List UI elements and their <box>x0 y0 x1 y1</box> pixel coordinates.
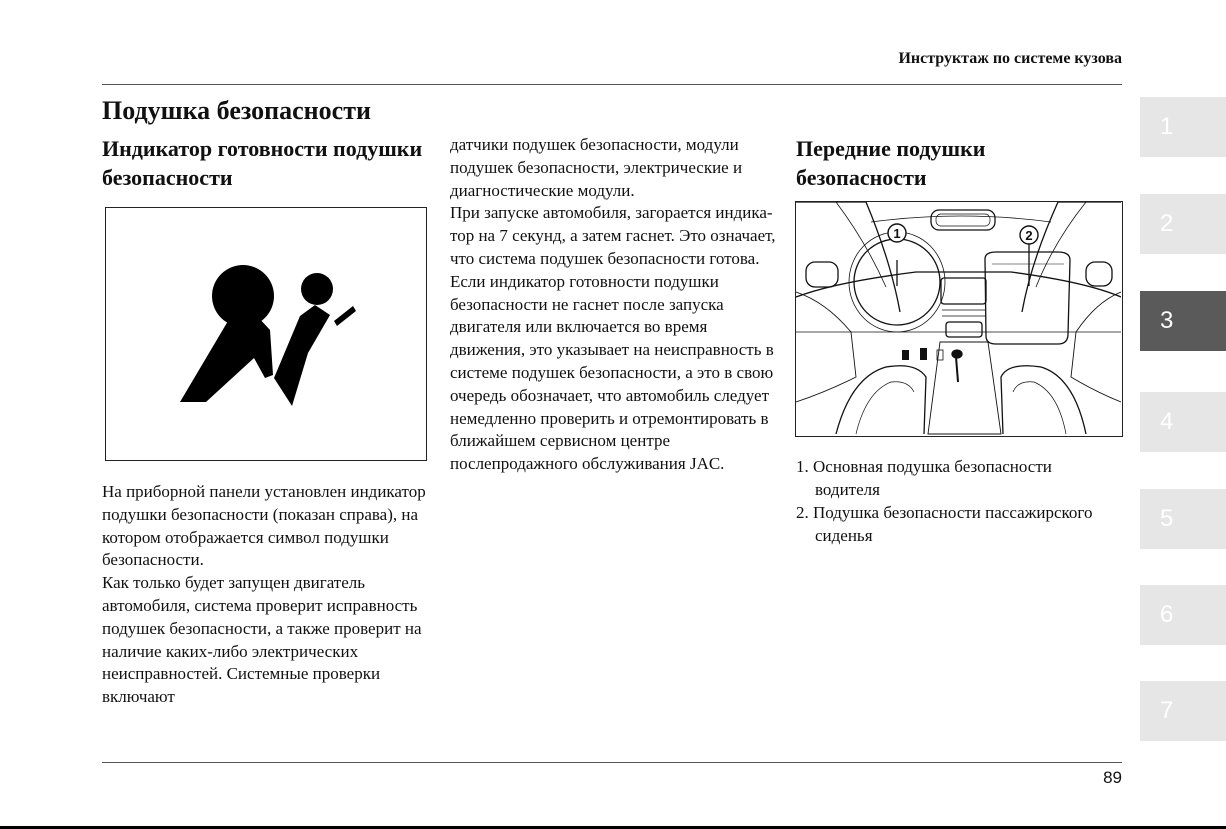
indicator-heading: Индикатор готовности подушки безопасности <box>102 136 423 190</box>
chapter-tab-4[interactable]: 4 <box>1140 392 1226 452</box>
rearview-mirror <box>931 210 995 230</box>
chapter-tabs <box>1140 0 1226 829</box>
chapter-tab-6[interactable]: 6 <box>1140 585 1226 645</box>
caption-item: 2. Подушка безопасности пассажирского сиденья <box>796 503 1093 545</box>
airbag-warning-icon <box>106 208 425 459</box>
car-interior-illustration <box>796 202 1121 435</box>
airbag-indicator-figure <box>105 207 427 461</box>
page-number: 89 <box>1103 768 1122 787</box>
chapter-tab-7[interactable]: 7 <box>1140 681 1226 741</box>
indicator-description <box>102 481 432 709</box>
car-interior-figure <box>795 201 1123 437</box>
chapter-tab-3[interactable]: 3 <box>1140 291 1226 351</box>
paragraph: датчики подушек безопасности, модули подушек безопасности, электрические и диагностические модули. <box>450 135 743 200</box>
footer-rule <box>102 762 1122 763</box>
chapter-tab-1[interactable]: 1 <box>1140 97 1226 157</box>
chapter-tab-2[interactable]: 2 <box>1140 194 1226 254</box>
chapter-tab-5[interactable]: 5 <box>1140 489 1226 549</box>
running-header: Инструктаж по системе кузова <box>898 50 1122 67</box>
front-airbags-heading: Передние подушки безопасности <box>796 136 986 190</box>
callout-2-label: 2 <box>1025 228 1033 243</box>
indicator-description-continued <box>450 134 785 476</box>
callout-1-label: 1 <box>893 226 901 241</box>
paragraph: При запуске автомобиля, загорается индика-тор на 7 секунд, а затем гаснет. Это означает, что система подушек безопасности готова. Если индикатор готовности подушки безопасности не гаснет после запуска двигателя или включается во время движения, это указывает на неисправность в системе подушек безопасности, а это в свою очередь обозначает, что автомобиль следует немедленно проверить и отремонтировать в ближайшем сервисном центре послепродажного обслуживания JAC. <box>450 203 776 474</box>
paragraph: Как только будет запущен двигатель автомобиля, система проверит исправность подушек безопасности, а также проверит на наличие каких-либо электрических неисправностей. Системные проверки включают <box>102 573 422 707</box>
figure-caption-list <box>796 455 1116 547</box>
section-title: Подушка безопасности <box>102 96 371 125</box>
caption-item: 1. Основная подушка безопасности водителя <box>796 457 1052 499</box>
header-rule <box>102 84 1122 85</box>
paragraph: На приборной панели установлен индикатор подушки безопасности (показан справа), на котором отображается символ подушки безопасности. <box>102 482 426 570</box>
